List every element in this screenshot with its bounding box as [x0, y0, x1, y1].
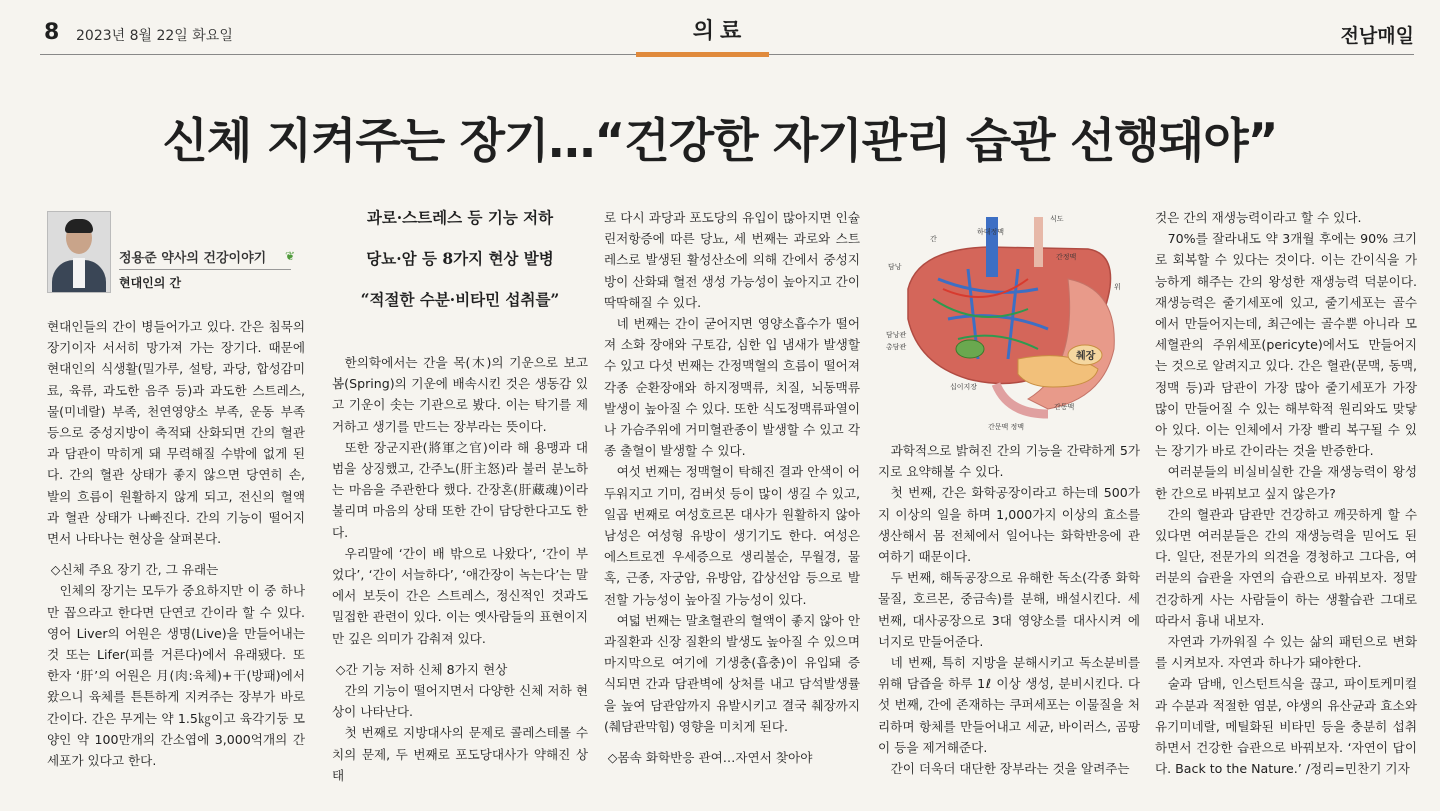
paragraph: 여러분들의 비실비실한 간을 재생능력이 왕성한 간으로 바꿔보고 싶지 않은가? — [1155, 464, 1417, 501]
section-subhead: ◇신체 주요 장기 간, 그 유래는 — [50, 562, 219, 578]
liver-anatomy-figure — [878, 209, 1140, 434]
headline: 신체 지켜주는 장기…“건강한 자기관리 습관 선행돼야” — [162, 114, 1278, 169]
paragraph: 한의학에서는 간을 목(木)의 기운으로 보고 봄(Spring)의 기운에 배속시킨 것은 생동감 있고 기운이 솟는 기관으로 봤다. 이는 탁기를 제거하고 생기를 만드는 장부라는 뜻이다. — [332, 355, 588, 434]
label-ivc: 하대정맥 — [977, 228, 1005, 236]
columnist-box — [47, 211, 305, 293]
label-portal-vein: 간문맥 정맥 — [988, 423, 1025, 431]
label-duodenum: 십이지장 — [950, 383, 978, 391]
paragraph: 여덟 번째는 말초혈관의 혈액이 좋지 않아 안과질환과 신장 질환의 발생도 높아질 수 있으며 마지막으로 여기에 기생충(흡충)이 유입돼 증식되면 간과 담관벽에 상처를 내고 담석발생률을 높여 담관암까지 유발시키고 결국 췌장까지(췌담관막힘) 영향을 미치게 된다. — [604, 612, 860, 734]
page-number: 8 — [44, 20, 60, 45]
article-column-1 — [47, 316, 305, 771]
label-hepatic-vein: 간정맥 — [1056, 253, 1077, 261]
section-subhead: ◇간 기능 저하 신체 8가지 현상 — [335, 661, 508, 677]
paragraph: 술과 담배, 인스턴트식을 끊고, 파이토케미컬과 수분과 적절한 염분, 야생의 유산균과 효소와 유기미네랄, 메틸화된 비타민 등을 충분히 섭취하면서 건강한 습관으로 바꿔보자. ‘자연이 답이다. Back to the Nature.’ /정리=민찬기 기자 — [1155, 676, 1417, 777]
inferior-vena-cava — [986, 217, 998, 277]
gallbladder-shape — [956, 340, 984, 358]
newspaper-name: 전남매일 — [1340, 25, 1414, 47]
paragraph: 네 번째는 간이 굳어지면 영양소흡수가 떨어져 소화 장애와 구토감, 심한 입 냄새가 발생할 수 있고 다섯 번째는 간정맥혈의 흐름이 떨어져 각종 순환장애와 하지정맥류, 치질, 뇌동맥류 발생이 높아질 수 있다. 또한 식도정맥류파열이나 가슴주위에 거미혈관종이 발생할 수 있고 각종 출혈이 발생할 수 있다. — [604, 316, 860, 459]
columnist-photo — [47, 211, 111, 293]
article-column-2 — [332, 352, 588, 786]
column-topic: 현대인의 간 — [119, 276, 182, 290]
paragraph: 70%를 잘라내도 약 3개월 후에는 90% 크기로 회복할 수 있다는 것이다. 이는 간이식을 가능하게 해주는 간의 왕성한 재생능력 덕분이다. 재생능력은 줄기세포에 있고, 줄기세포는 골수에서 만들어지는데, 최근에는 골수뿐 아니라 모세혈관의 주위세포(pericyte)에서도 만들어지는 것으로 알려지고 있다. 간은 혈관(문맥, 동맥, 정맥 등)과 담관이 가장 많아 줄기세포가 가장 많이 만들어질 수 있는 해부학적 원리와도 맞닿아 있다. 이는 인체에서 가장 빨리 복구될 수 있는 장기가 바로 간이라는 것을 반증한다. — [1155, 231, 1417, 459]
paragraph: 과학적으로 밝혀진 간의 기능을 간략하게 5가지로 요약해볼 수 있다. — [878, 443, 1140, 480]
leaf-icon: ❦ — [285, 249, 296, 263]
label-gallbladder: 담낭 — [888, 263, 902, 271]
paragraph: 네 번째, 특히 지방을 분해시키고 독소분비를 위해 담즙을 하루 1ℓ 이상 생성, 분비시킨다. 다섯 번째, 간에 존재하는 쿠퍼세포는 이물질을 처리하며 항체를 만들어내고 세균, 바이러스, 곰팡이 등을 제거해준다. — [878, 655, 1140, 755]
paragraph: 두 번째, 해독공장으로 유해한 독소(각종 화학물질, 호르몬, 중금속)를 분해, 배설시킨다. 세 번째, 대사공장으로 3대 영양소를 대사시켜 에너지로 만들어준다. — [878, 570, 1140, 649]
paragraph: 자연과 가까워질 수 있는 삶의 패턴으로 변화를 시켜보자. 자연과 하나가 돼야한다. — [1155, 634, 1417, 671]
paragraph: 현대인들의 간이 병들어가고 있다. 간은 침묵의 장기이자 서서히 망가져 가는 장기다. 때문에 현대인의 식생활(밀가루, 설탕, 과당, 합성감미료, 육류, 과도한 음주 등)과 과도한 스트레스, 물(미네랄) 부족, 천연영양소 부족, 운동 부족 등으로 중성지방이 축적돼 산화되면 간의 혈관과 담관이 막히게 돼 무력해질 수밖에 없게 된다. 간의 혈관 상태가 좋지 않으면 당연히 손, 발의 흐름이 원활하지 않게 되고, 전신의 혈액과 혈관 상태가 나빠진다. 간의 기능이 떨어지면서 나타나는 현상을 살펴본다. — [47, 319, 305, 547]
subheadline-deck — [332, 206, 588, 329]
deck-line: “적절한 수분·비타민 섭취를” — [360, 290, 560, 309]
label-common-bile-duct: 총담관 — [886, 343, 907, 351]
paragraph: 로 다시 과당과 포도당의 유입이 많아지면 인슐린저항증에 따른 당뇨, 세 번째는 과로와 스트레스로 발생된 활성산소에 의해 간에서 중성지방이 산화돼 혈전 생성 가능성이 높아지고 간이 딱딱해질 수 있다. — [604, 210, 860, 310]
label-cystic-duct: 담낭관 — [886, 331, 907, 339]
esophagus-shape — [1034, 217, 1043, 267]
paragraph: 첫 번째, 간은 화학공장이라고 하는데 500가지 이상의 일을 하며 1,000가지 이상의 효소를 생산해서 몸 전체에서 일어나는 화학반응에 관여하기 때문이다. — [878, 485, 1140, 565]
label-pancreas: 췌장 — [1076, 351, 1096, 362]
section-subhead: ◇몸속 화학반응 관여…자연서 찾아야 — [607, 750, 813, 766]
paragraph: 인체의 장기는 모두가 중요하지만 이 중 하나만 꼽으라고 한다면 단연코 간이라 할 수 있다. 영어 Liver의 어원은 생명(Live)을 만들어내는 것 또는 Lifer(피를 거른다)에서 유래됐다. 또 한자 ‘肝’의 어원은 月(肉:육체)+干(방패)에서 왔으니 육체를 튼튼하게 지켜주는 장부가 바로 간이다. 간은 무게는 약 1.5㎏이고 육각기둥 모양인 약 100만개의 간소엽에 3,000억개의 간세포가 있다고 한다. — [47, 583, 305, 769]
paragraph: 간의 기능이 떨어지면서 다양한 신체 저하 현상이 나타난다. — [332, 683, 588, 720]
article-column-4 — [878, 440, 1140, 779]
label-stomach: 위 — [1114, 283, 1121, 291]
paragraph: 첫 번째로 지방대사의 문제로 콜레스테롤 수치의 문제, 두 번째로 포도당대사가 약해진 상태 — [332, 725, 588, 783]
article-column-5 — [1155, 207, 1417, 779]
label-esophagus: 식도 — [1050, 215, 1064, 223]
section-accent-bar — [636, 52, 769, 57]
column-name: 정용준 약사의 건강이야기 — [119, 251, 267, 266]
paragraph: 간의 혈관과 담관만 건강하고 깨끗하게 할 수 있다면 여러분들은 간의 재생능력을 믿어도 된다. 일단, 전문가의 의견을 경청하고 그다음, 여러분의 습관을 자연의 습관으로 바꿔보자. 정말 건강하게 사는 사람들이 하는 생활습관 그대로 따라서 흉내 내보자. — [1155, 506, 1417, 628]
column-rule — [119, 269, 291, 270]
issue-date: 2023년 8월 22일 화요일 — [76, 28, 233, 44]
article-column-3 — [604, 207, 860, 768]
paragraph: 여섯 번째는 정맥혈이 탁해진 결과 안색이 어두워지고 기미, 검버섯 등이 많이 생길 수 있고, 일곱 번째로 여성호르몬 대사가 원활하지 않아 남성은 여성형 유방이 생기기도 한다. 여성은 에스트로겐 우세증으로 생리불순, 무월경, 물혹, 근종, 자궁암, 유방암, 갑상선암 등으로 발전할 가능성이 높아질 가능성이 있다. — [604, 464, 860, 607]
label-hepatic-artery: 간동맥 — [1054, 403, 1075, 411]
liver-illustration — [878, 209, 1140, 434]
label-liver: 간 — [930, 235, 937, 243]
paragraph: 것은 간의 재생능력이라고 할 수 있다. — [1155, 210, 1362, 225]
paragraph: 우리말에 ‘간이 배 밖으로 나왔다’, ‘간이 부었다’, ‘간이 서늘하다’, ‘애간장이 녹는다’는 말에서 보듯이 간은 스트레스, 정신적인 것과도 밀접한 관련이 있다. 이는 옛사람들의 표현이지만 깊은 의미가 감춰져 있다. — [332, 545, 588, 646]
deck-line: 과로·스트레스 등 기능 저하 — [366, 208, 554, 227]
paragraph: 또한 장군지관(將軍之官)이라 해 용맹과 대범을 상징했고, 간주노(肝主怒)라 불러 분노하는 마음을 주관한다 했다. 간장혼(肝藏魂)이라 불리며 마음의 상태 또한 간이 담당한다고도 한다. — [332, 439, 588, 540]
paragraph: 간이 더욱더 대단한 장부라는 것을 알려주는 — [890, 761, 1130, 777]
section-title: 의료 — [692, 19, 748, 44]
deck-line: 당뇨·암 등 8가지 현상 발병 — [366, 249, 554, 268]
page-header — [0, 0, 1440, 58]
